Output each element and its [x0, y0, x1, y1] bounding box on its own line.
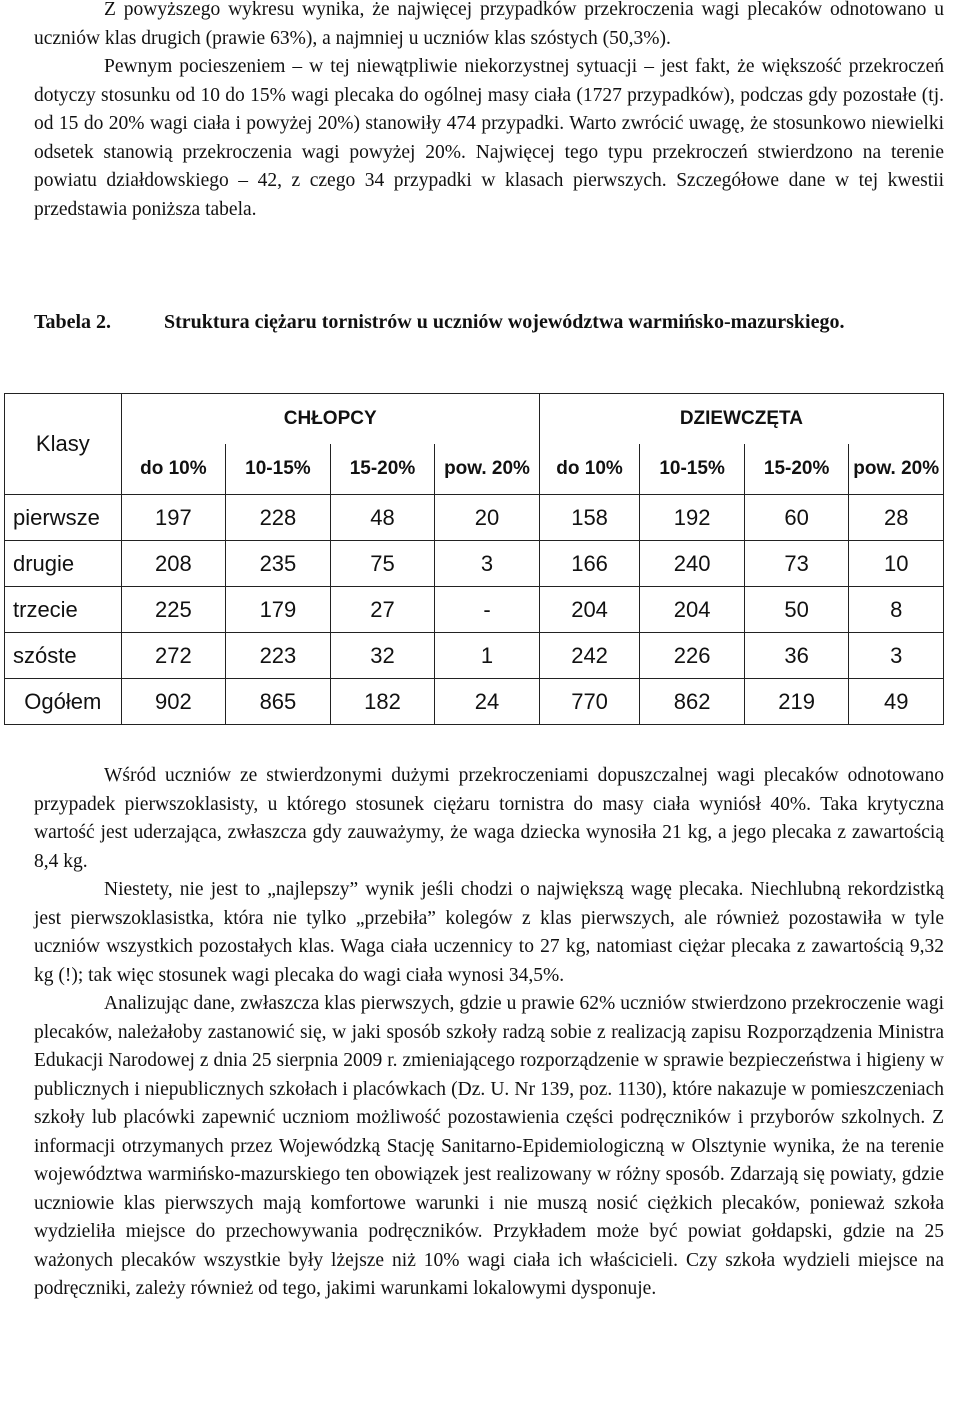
cell: 242: [539, 633, 640, 679]
cell: 27: [330, 587, 435, 633]
subheader: do 10%: [539, 444, 640, 494]
data-table: [4, 393, 944, 725]
cell: 179: [226, 587, 331, 633]
cell: 204: [539, 587, 640, 633]
table-row: [5, 587, 944, 633]
cell: 204: [640, 587, 745, 633]
cell: 219: [744, 679, 849, 725]
cell: 272: [121, 633, 226, 679]
header-group-girls: DZIEWCZĘTA: [539, 394, 943, 445]
cell: 862: [640, 679, 745, 725]
cell: 75: [330, 541, 435, 587]
cell: 28: [849, 495, 944, 541]
paragraph: Analizując dane, zwłaszcza klas pierwszych, gdzie u prawie 62% uczniów stwierdzono przekroczenie wagi plecaków, należałoby zastanowić się, w jaki sposób szkoły radzą sobie z realizacją zapisu Rozporządzenia Ministra Edukacji Narodowej z dnia 25 sierpnia 2009 r. zmieniającego rozporządzenie w sprawie bezpieczeństwa i higieny w publicznych i niepublicznych szkołach i placówkach (Dz. U. Nr 139, poz. 1130), które nakazuje w pomieszczeniach szkoły lub placówki zapewnić uczniom możliwość pozostawienia części podręczników i przyborów szkolnych. Z informacji otrzymanych przez Wojewódzką Stację Sanitarno-Epidemiologiczną w Olsztynie wynika, że na terenie województwa warmińsko-mazurskiego ten obowiązek jest realizowany w różny sposób. Zdarzają się powiaty, gdzie uczniowie klas pierwszych mają komfortowe warunki i nie muszą nosić ciężkich plecaków, ponieważ szkoła wydzieliła miejsce do przechowywania podręczników. Przykładem może być powiat gołdapski, gdzie na 25 ważonych plecaków wszystkie były lżejsze niż 10% wagi ciała ich właścicieli. Czy szkoła wydzieli miejsce na podręczniki, zależy również od tego, jakimi warunkami lokalowymi dysponuje.: [34, 993, 944, 1299]
table-caption-label: Tabela 2.: [34, 311, 112, 333]
cell: 48: [330, 495, 435, 541]
cell: 36: [744, 633, 849, 679]
cell: 192: [640, 495, 745, 541]
subheader: 15-20%: [330, 444, 435, 494]
cell: 208: [121, 541, 226, 587]
table-caption: [34, 308, 944, 336]
cell: 235: [226, 541, 331, 587]
cell: 1: [435, 633, 540, 679]
row-label: trzecie: [5, 587, 122, 633]
paragraph: Pewnym pocieszeniem – w tej niewątpliwie niekorzystnej sytuacji – jest fakt, że większość przekroczeń dotyczy stosunku od 10 do 15% wagi plecaka do ogólnej masy ciała (1727 przypadków), podczas gdy pozostałe (tj. od 15 do 20% wagi ciała i powyżej 20%) stanowiły 474 przypadki. Warto zwrócić uwagę, że stosunkowo niewielki odsetek stanowią przekroczenia wagi powyżej 20%. Najwięcej tego typu przekroczeń stwierdzono na terenie powiatu działdowskiego – 42, z czego 34 przypadki w klasach pierwszych. Szczegółowe dane w tej kwestii przedstawia poniższa tabela.: [34, 56, 944, 220]
paragraph: Niestety, nie jest to „najlepszy” wynik jeśli chodzi o największą wagę plecaka. Niechlubną rekordzistką jest pierwszoklasistka, która nie tylko „przebiła” kolegów z klas pierwszych, ale również pozostawiła w tyle uczniów wszystkich pozostałych klas. Waga ciała uczennicy to 27 kg, natomiast ciężar plecaka z zawartością 9,32 kg (!); tak więc stosunek wagi plecaka do wagi ciała wynosi 34,5%.: [34, 879, 944, 986]
cell: 228: [226, 495, 331, 541]
table-row: [5, 495, 944, 541]
cell: 223: [226, 633, 331, 679]
subheader: pow. 20%: [849, 444, 944, 494]
cell: 32: [330, 633, 435, 679]
cell: 8: [849, 587, 944, 633]
intro-text: [34, 0, 944, 224]
cell: 60: [744, 495, 849, 541]
cell: 225: [121, 587, 226, 633]
cell: 50: [744, 587, 849, 633]
header-group-boys: CHŁOPCY: [121, 394, 539, 445]
subheader: pow. 20%: [435, 444, 540, 494]
outro-text: [34, 762, 944, 1304]
table-row: [5, 633, 944, 679]
subheader: do 10%: [121, 444, 226, 494]
header-klasy: Klasy: [5, 394, 122, 495]
cell: 226: [640, 633, 745, 679]
subheader: 10-15%: [226, 444, 331, 494]
cell: 73: [744, 541, 849, 587]
cell: 865: [226, 679, 331, 725]
cell: -: [435, 587, 540, 633]
row-label: Ogółem: [5, 679, 122, 725]
table-row-total: [5, 679, 944, 725]
table-row: [5, 541, 944, 587]
cell: 158: [539, 495, 640, 541]
subheader: 10-15%: [640, 444, 745, 494]
row-label: drugie: [5, 541, 122, 587]
cell: 182: [330, 679, 435, 725]
cell: 24: [435, 679, 540, 725]
subheader: 15-20%: [744, 444, 849, 494]
cell: 3: [435, 541, 540, 587]
cell: 902: [121, 679, 226, 725]
cell: 240: [640, 541, 745, 587]
cell: 166: [539, 541, 640, 587]
row-label: szóste: [5, 633, 122, 679]
paragraph: Z powyższego wykresu wynika, że najwięcej przypadków przekroczenia wagi plecaków odnotowano u uczniów klas drugich (prawie 63%), a najmniej u uczniów klas szóstych (50,3%).: [34, 0, 944, 49]
cell: 770: [539, 679, 640, 725]
cell: 197: [121, 495, 226, 541]
cell: 20: [435, 495, 540, 541]
table-caption-title: Struktura ciężaru tornistrów u uczniów województwa warmińsko-mazurskiego.: [164, 311, 845, 333]
cell: 3: [849, 633, 944, 679]
paragraph: Wśród uczniów ze stwierdzonymi dużymi przekroczeniami dopuszczalnej wagi plecaków odnotowano przypadek pierwszoklasisty, u którego stosunek ciężaru tornistra do masy ciała wyniósł 40%. Taka krytyczna wartość jest uderzająca, zwłaszcza gdy zauważymy, że waga dziecka wynosiła 21 kg, a jego plecaka z zawartością 8,4 kg.: [34, 765, 944, 872]
cell: 10: [849, 541, 944, 587]
row-label: pierwsze: [5, 495, 122, 541]
cell: 49: [849, 679, 944, 725]
